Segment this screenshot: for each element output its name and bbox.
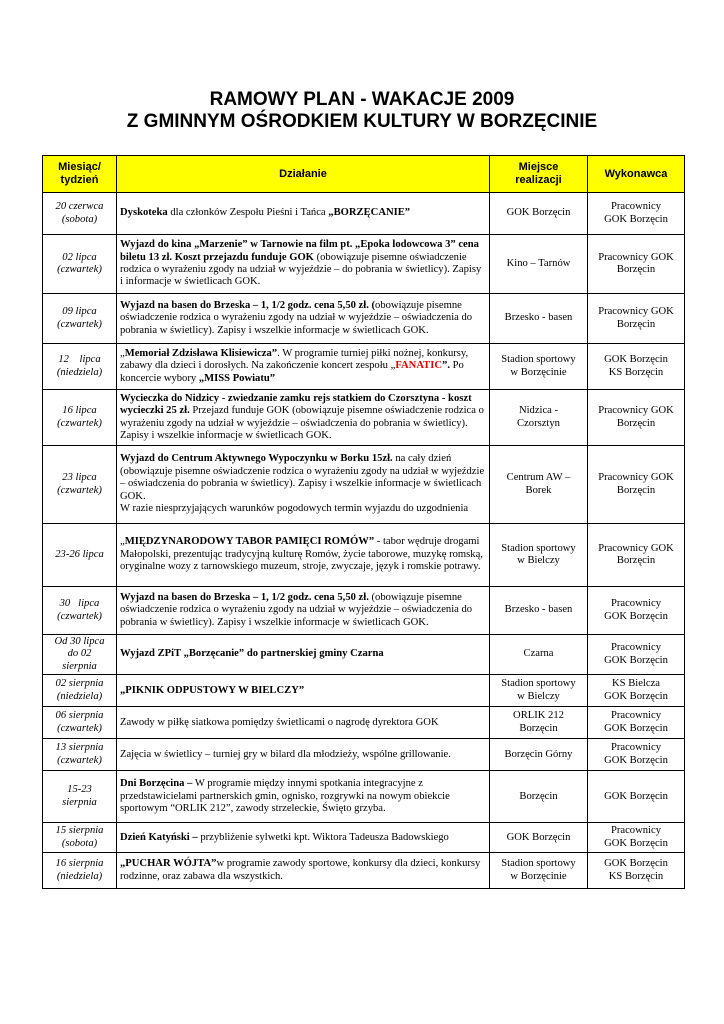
header-place xyxy=(490,156,588,193)
table-row xyxy=(43,446,685,524)
place-line: Czarna xyxy=(523,648,554,660)
place-line: Stadion sportowy xyxy=(501,354,576,366)
date-line: (czwartek) xyxy=(57,754,102,766)
place-cell xyxy=(490,235,588,294)
place-line: w Borzęcinie xyxy=(510,870,567,882)
executor-line: GOK Borzęcin xyxy=(604,837,668,849)
table-row xyxy=(43,739,685,771)
place-line: Brzesko - basen xyxy=(504,312,573,324)
executor-line: GOK Borzęcin xyxy=(604,654,668,666)
executor-cell xyxy=(588,823,685,853)
date-line: (czwartek) xyxy=(57,610,102,622)
date-line: (sobota) xyxy=(61,837,98,849)
action-cell xyxy=(117,344,490,390)
executor-line: KS Bielcza xyxy=(612,678,660,690)
action-cell xyxy=(117,235,490,294)
action-text-emphasis: Wyjazd ZPiT „Borzęcanie” do partnerskiej gminy Czarna xyxy=(120,648,384,660)
executor-line: Borzęcin xyxy=(616,484,656,496)
date-line: sierpnia xyxy=(62,796,97,808)
action-text-emphasis: Dyskoteka xyxy=(120,207,168,219)
place-line: Borzęcin xyxy=(519,790,558,802)
action-cell xyxy=(117,294,490,344)
table-row xyxy=(43,707,685,739)
table-row xyxy=(43,853,685,889)
action-text: (obowiązuje pisemne oświadczenie rodzica o wyrażeniu zgody na udział w wyjeździe – oświadczenia do pobrania w świetlicy). Zapisy i wszelkie informacje w świetlicach GOK. xyxy=(120,591,473,628)
place-line: Borek xyxy=(525,484,552,496)
executor-cell xyxy=(588,853,685,889)
executor-cell xyxy=(588,524,685,587)
table-row xyxy=(43,635,685,675)
place-line: w Borzęcinie xyxy=(510,366,567,378)
date-cell xyxy=(43,707,117,739)
date-cell xyxy=(43,390,117,446)
executor-line: GOK Borzęcin xyxy=(604,754,668,766)
date-cell xyxy=(43,294,117,344)
table-row xyxy=(43,675,685,707)
place-cell xyxy=(490,823,588,853)
executor-line: Pracownicy GOK xyxy=(598,542,674,554)
executor-cell xyxy=(588,235,685,294)
executor-cell xyxy=(588,446,685,524)
executor-line: Pracownicy GOK xyxy=(598,251,674,263)
place-cell xyxy=(490,707,588,739)
action-cell xyxy=(117,193,490,235)
date-line: 12 lipca xyxy=(58,354,101,366)
date-line: (czwartek) xyxy=(57,417,102,429)
place-cell xyxy=(490,771,588,823)
place-line: w Bielczy xyxy=(517,555,560,566)
executor-line: Borzęcin xyxy=(616,417,656,429)
date-line: 15-23 xyxy=(67,784,92,796)
executor-line: GOK Borzęcin xyxy=(604,790,668,802)
date-line: (niedziela) xyxy=(56,870,103,882)
document-title-line-2: Z GMINNYM OŚRODKIEM KULTURY W BORZĘCINIE xyxy=(126,111,598,132)
schedule-table xyxy=(42,155,685,889)
header-month-line-1: Miesiąc/ xyxy=(58,161,101,173)
date-cell xyxy=(43,739,117,771)
executor-cell xyxy=(588,193,685,235)
action-text-emphasis: Dzień Katyński – xyxy=(120,831,198,843)
action-cell xyxy=(117,853,490,889)
table-row xyxy=(43,235,685,294)
place-line: Borzęcin Górny xyxy=(504,748,573,760)
date-line: 23-26 lipca xyxy=(55,548,104,560)
table-row xyxy=(43,193,685,235)
action-cell xyxy=(117,707,490,739)
date-line: 23 lipca xyxy=(62,472,97,484)
executor-line: Borzęcin xyxy=(616,318,656,330)
action-text-emphasis: „BORZĘCANIE” xyxy=(328,207,411,219)
action-text-emphasis: „PUCHAR WÓJTA” xyxy=(120,858,217,870)
executor-line: GOK Borzęcin xyxy=(604,354,668,366)
action-cell xyxy=(117,524,490,587)
date-line: sierpnia xyxy=(62,660,97,672)
date-cell xyxy=(43,587,117,635)
executor-line: GOK Borzęcin xyxy=(604,722,668,734)
executor-line: KS Borzęcin xyxy=(608,870,664,882)
executor-cell xyxy=(588,635,685,675)
action-cell xyxy=(117,390,490,446)
executor-cell xyxy=(588,707,685,739)
table-row xyxy=(43,294,685,344)
action-text: - tabor wędruje drogami Małopolski, prezentując tradycyjną kulturę Romów, życie taborowe, muzykę romską, oryginalne wozy z tarnowskiego muzeum, stroje, zwyczaje, język i romskie potrawy. xyxy=(120,536,483,573)
action-text: Przejazd funduje GOK (obowiązuje pisemne oświadczenie rodzica o wyrażeniu zgody na udział w wyjeździe – oświadczenia do pobrania w świetlicy). Zapisy i wszelkie informacje w świetlicach GOK. xyxy=(120,405,484,441)
place-line: Borzęcin xyxy=(519,722,558,734)
table-row xyxy=(43,771,685,823)
action-text-emphasis: FANATIC xyxy=(395,360,443,372)
executor-line: GOK Borzęcin xyxy=(604,858,668,870)
action-text: W razie niesprzyjających warunków pogodowych termin wyjazdu do uzgodnienia xyxy=(120,503,469,515)
action-text-emphasis: „PIKNIK ODPUSTOWY W BIELCZY” xyxy=(120,684,305,696)
date-line: 30 lipca xyxy=(59,598,100,610)
executor-cell xyxy=(588,390,685,446)
action-text: w programie zawody sportowe, konkursy dla dzieci, konkursy rodzinne, oraz zabawa dla wszystkich. xyxy=(120,858,481,882)
date-line: (czwartek) xyxy=(57,264,102,275)
place-line: w Bielczy xyxy=(517,690,560,702)
executor-line: Pracownicy xyxy=(610,201,661,213)
place-line: Czorsztyn xyxy=(517,417,560,429)
action-text: „ xyxy=(120,347,125,359)
executor-line: Pracownicy xyxy=(610,598,661,610)
date-line: 02 lipca xyxy=(62,251,97,263)
executor-line: Pracownicy GOK xyxy=(598,472,674,484)
action-text: obowiązuje pisemne oświadczenie rodzica o wyrażeniu zgody na udział w wyjeździe – oświadczenia do pobrania w świetlicy). Zapisy i wszelkie informacje w świetlicach GOK. xyxy=(120,299,473,336)
date-line: (niedziela) xyxy=(56,366,103,378)
date-line: Od 30 lipca xyxy=(54,636,105,647)
executor-line: Borzęcin xyxy=(616,264,656,275)
header-month-line-2: tydzień xyxy=(60,174,99,186)
header-executor: Wykonawca xyxy=(588,156,685,193)
table-row xyxy=(43,344,685,390)
date-cell xyxy=(43,524,117,587)
place-cell xyxy=(490,587,588,635)
place-line: Stadion sportowy xyxy=(501,678,576,690)
table-row xyxy=(43,587,685,635)
date-line: (czwartek) xyxy=(57,722,102,734)
place-cell xyxy=(490,853,588,889)
place-line: Brzesko - basen xyxy=(504,604,573,616)
date-cell xyxy=(43,193,117,235)
action-text: przybliżenie sylwetki kpt. Wiktora Tadeusza Badowskiego xyxy=(197,831,449,843)
executor-line: Pracownicy GOK xyxy=(598,306,674,318)
table-row xyxy=(43,390,685,446)
date-line: 20 czerwca xyxy=(55,201,104,213)
action-text: W programie między innymi spotkania integracyjne z przedstawicielami partnerskich gmin, ognisko, rozgrywki na nowym obiekcie sportowym “ORLIK 212”, zawody strzeleckie, Święto grzyba. xyxy=(120,778,450,814)
executor-cell xyxy=(588,587,685,635)
date-cell xyxy=(43,446,117,524)
action-text-emphasis: Wyjazd na basen do Brzeska – 1, 1/2 godz. cena 5,50 zł. ( xyxy=(120,299,376,311)
table-row xyxy=(43,823,685,853)
place-cell xyxy=(490,635,588,675)
date-cell xyxy=(43,771,117,823)
action-cell xyxy=(117,587,490,635)
date-line: 13 sierpnia xyxy=(55,742,104,754)
table-header-row xyxy=(43,156,685,193)
action-text-emphasis: „MISS Powiatu” xyxy=(198,372,276,384)
date-line: 16 sierpnia xyxy=(55,858,104,870)
action-cell xyxy=(117,823,490,853)
action-text-emphasis: Dni Borzęcina – xyxy=(120,778,193,790)
action-text: (obowiązuje pisemne oświadczenie rodzica o wyrażeniu zgody na udział w wyjeździe – do pobrania w świetlicy). Zapisy i informacje w świetlicach GOK. xyxy=(120,251,482,288)
table-body xyxy=(43,193,685,889)
executor-line: GOK Borzęcin xyxy=(604,690,668,702)
action-text-emphasis: ”. xyxy=(442,360,450,372)
place-line: GOK Borzęcin xyxy=(506,831,571,843)
place-line: GOK Borzęcin xyxy=(506,207,571,219)
place-line: Stadion sportowy xyxy=(501,542,576,554)
executor-line: Pracownicy xyxy=(610,742,661,754)
action-cell xyxy=(117,675,490,707)
date-cell xyxy=(43,635,117,675)
executor-line: Borzęcin xyxy=(616,555,656,566)
place-cell xyxy=(490,446,588,524)
executor-line: KS Borzęcin xyxy=(608,366,664,378)
executor-line: Pracownicy xyxy=(610,825,661,837)
place-cell xyxy=(490,344,588,390)
date-line: 02 sierpnia xyxy=(55,678,104,690)
executor-line: GOK Borzęcin xyxy=(604,213,668,225)
executor-line: GOK Borzęcin xyxy=(604,610,668,622)
place-line: Kino – Tarnów xyxy=(506,257,571,269)
place-line: ORLIK 212 xyxy=(513,710,564,722)
place-cell xyxy=(490,524,588,587)
action-text-emphasis: Wyjazd na basen do Brzeska – 1, 1/2 godz. cena 5,50 zł. xyxy=(120,591,369,603)
action-cell xyxy=(117,446,490,524)
action-cell xyxy=(117,635,490,675)
action-text-emphasis: Wyjazd do Centrum Aktywnego Wypoczynku w Borku 15zł. xyxy=(120,453,393,465)
executor-cell xyxy=(588,771,685,823)
executor-line: Pracownicy GOK xyxy=(598,405,674,417)
date-cell xyxy=(43,853,117,889)
header-month-week xyxy=(43,156,117,193)
date-line: (niedziela) xyxy=(56,690,103,702)
header-place-line-1: Miejsce xyxy=(518,161,559,173)
place-cell xyxy=(490,390,588,446)
place-line: Stadion sportowy xyxy=(501,858,576,870)
action-text-emphasis: Wyjazd do kina „Marzenie” w Tarnowie na film pt. „Epoka lodowcowa 3” cena biletu 13 zł. Koszt przejazdu funduje GOK xyxy=(120,239,479,263)
table-row xyxy=(43,524,685,587)
date-line: 16 lipca xyxy=(62,405,97,417)
place-cell xyxy=(490,675,588,707)
date-line: (czwartek) xyxy=(57,318,102,330)
date-line: 15 sierpnia xyxy=(55,825,104,837)
date-cell xyxy=(43,344,117,390)
executor-cell xyxy=(588,675,685,707)
action-text-emphasis: MIĘDZYNARODOWY TABOR PAMIĘCI ROMÓW” xyxy=(124,536,375,548)
place-cell xyxy=(490,193,588,235)
date-line: 09 lipca xyxy=(62,306,97,318)
header-action: Działanie xyxy=(117,156,490,193)
date-line: 06 sierpnia xyxy=(55,710,104,722)
executor-line: Pracownicy xyxy=(610,642,661,654)
action-text: „ xyxy=(120,536,125,548)
document-title-line-1: RAMOWY PLAN - WAKACJE 2009 xyxy=(209,89,515,110)
action-text-emphasis: Wycieczka do Nidzicy - zwiedzanie zamku rejs statkiem do Czorsztyna - koszt wycieczki 25 zł. xyxy=(120,392,472,417)
date-cell xyxy=(43,823,117,853)
action-cell xyxy=(117,739,490,771)
date-cell xyxy=(43,235,117,294)
action-text: na cały dzień (obowiązuje pisemne oświadczenie rodzica o wyrażeniu zgody na udział w wyjeździe – oświadczenia do pobrania w świetlicy). Zapisy i wszelkie informacje w świetlicach GOK. xyxy=(120,453,485,502)
date-line: do 02 xyxy=(67,648,92,660)
action-text-emphasis: Memoriał Zdzisława Klisiewicza” xyxy=(124,347,278,359)
action-text: dla członków Zespołu Pieśni i Tańca xyxy=(167,207,329,219)
action-cell xyxy=(117,771,490,823)
place-line: Centrum AW – xyxy=(506,472,571,484)
header-place-line-2: realizacji xyxy=(515,174,562,186)
action-text: Zajęcia w świetlicy – turniej gry w bilard dla młodzieży, wspólne grillowanie. xyxy=(120,748,451,760)
place-cell xyxy=(490,739,588,771)
executor-cell xyxy=(588,294,685,344)
action-text: Po koncercie wybory xyxy=(120,360,464,384)
date-line: (sobota) xyxy=(61,213,98,225)
date-line: (czwartek) xyxy=(57,484,102,496)
executor-cell xyxy=(588,739,685,771)
date-cell xyxy=(43,675,117,707)
executor-line: Pracownicy xyxy=(610,710,661,722)
action-text: Zawody w piłkę siatkowa pomiędzy świetlicami o nagrodę dyrektora GOK xyxy=(120,716,439,728)
executor-cell xyxy=(588,344,685,390)
place-line: Nidzica - xyxy=(518,405,559,417)
place-cell xyxy=(490,294,588,344)
action-text: . W programie turniej piłki nożnej, konkursy, zabawy dla dzieci i dorosłych. Na zakończenie koncert zespołu „ xyxy=(120,347,469,372)
